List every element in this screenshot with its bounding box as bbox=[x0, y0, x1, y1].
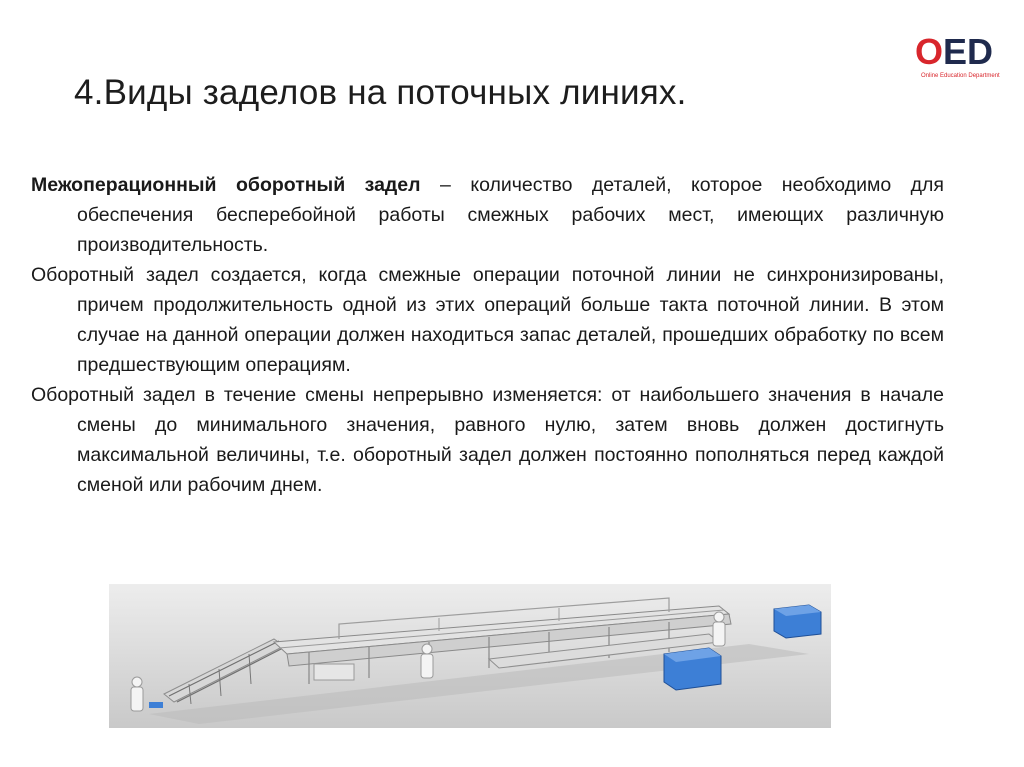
definition-term: Межоперационный оборотный задел bbox=[31, 174, 421, 196]
production-line-image bbox=[109, 584, 831, 728]
oed-logo bbox=[915, 32, 1005, 84]
definition-text: – количество деталей, которое необходимо для обеспечения бесперебойной работы смежных рабочих мест, имеющих различную производительность. bbox=[77, 174, 944, 256]
body-text bbox=[31, 170, 944, 500]
logo-mark-o: O bbox=[915, 31, 944, 72]
logo-subtitle: Online Education Department bbox=[921, 73, 1000, 79]
slide-title: 4.Виды заделов на поточных линиях. bbox=[74, 73, 687, 113]
paragraph-creation: Оборотный задел создается, когда смежные операции поточной линии не синхронизированы, причем продолжительность одной из этих операций больше такта поточной линии. В этом случае на данной операции должен находиться запас деталей, прошедших обработку по всем предшествующим операциям. bbox=[31, 264, 944, 376]
logo-mark-rest: ED bbox=[943, 31, 994, 72]
paragraph-definition bbox=[31, 170, 944, 260]
production-line-illustration bbox=[109, 584, 831, 728]
paragraph-shift-change: Оборотный задел в течение смены непрерывно изменяется: от наибольшего значения в начале смены до минимального значения, равного нулю, затем вновь должен достигнуть максимальной величины, т.е. оборотный задел должен постоянно пополняться перед каждой сменой или рабочим днем. bbox=[31, 384, 944, 496]
logo-mark bbox=[915, 32, 993, 72]
